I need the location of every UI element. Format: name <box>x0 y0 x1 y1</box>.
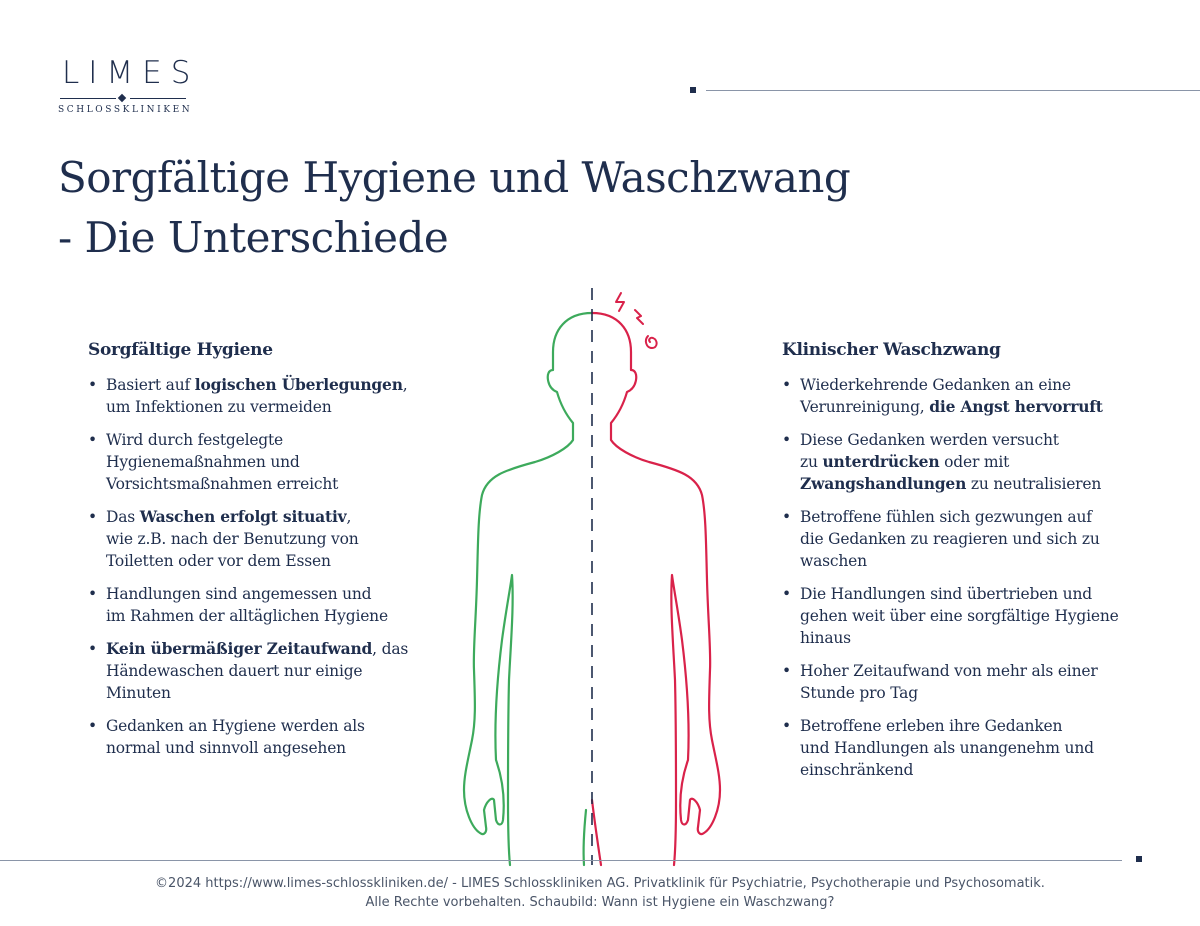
compulsion-column <box>782 340 1152 792</box>
bullet-text: Vorsichtsmaßnahmen erreicht <box>106 475 339 493</box>
footer-line-2: Alle Rechte vorbehalten. Schaubild: Wann ist Hygiene ein Waschzwang? <box>365 895 835 910</box>
bullet-text: , <box>346 508 352 526</box>
bullet-emphasis: Waschen erfolgt situativ <box>139 507 347 526</box>
footer-copyright <box>0 874 1200 912</box>
bullet-item <box>88 638 428 704</box>
bullet-text: , das <box>372 640 409 658</box>
bullet-text: einschränkend <box>800 761 914 779</box>
bullet-text: normal und sinnvoll angesehen <box>106 739 346 757</box>
bullet-text: Stunde pro Tag <box>800 684 918 702</box>
footer-line-1: ©2024 https://www.limes-schlosskliniken.de/ - LIMES Schlosskliniken AG. Privatklinik für Psychiatrie, Psychotherapie und Psychosomatik. <box>155 876 1045 891</box>
bullet-text: Toiletten oder vor dem Essen <box>106 552 331 570</box>
compulsion-inner-leg <box>592 800 601 865</box>
bullet-text: und Handlungen als unangenehm und <box>800 739 1094 757</box>
logo-wordmark: LIMES <box>62 55 200 91</box>
bullet-text: wie z.B. nach der Benutzung von <box>106 530 359 548</box>
bullet-item <box>782 429 1152 495</box>
bullet-text: Wiederkehrende Gedanken an eine <box>800 376 1071 394</box>
page-title <box>58 148 850 268</box>
bullet-text: Basiert auf <box>106 376 195 394</box>
bullet-text: oder mit <box>939 453 1010 471</box>
bullet-emphasis: Kein übermäßiger Zeitaufwand <box>106 639 373 658</box>
top-accent-square <box>690 87 696 93</box>
bullet-text: waschen <box>800 552 867 570</box>
bullet-text: Wird durch festgelegte <box>106 431 284 449</box>
bullet-item <box>88 506 428 572</box>
bullet-item <box>88 583 428 627</box>
spiral-mark <box>646 336 657 348</box>
logo-divider <box>58 93 188 103</box>
bullet-item <box>88 374 428 418</box>
healthy-inner-leg <box>584 810 586 865</box>
bottom-divider-line <box>0 860 1122 861</box>
bullet-item <box>88 715 428 759</box>
lightning-icon <box>616 293 624 311</box>
bullet-emphasis: Zwangshandlungen <box>800 474 967 493</box>
bullet-emphasis: logischen Überlegungen <box>194 375 403 394</box>
bullet-item <box>782 374 1152 418</box>
bullet-text: Handlungen sind angemessen und <box>106 585 372 603</box>
bullet-emphasis: unterdrücken <box>822 452 940 471</box>
bullet-text: Minuten <box>106 684 171 702</box>
bullet-emphasis: die Angst hervorruft <box>929 397 1103 416</box>
bullet-text: Verunreinigung, <box>800 398 930 416</box>
bullet-item <box>782 506 1152 572</box>
top-divider-line <box>706 90 1200 91</box>
bullet-item <box>782 715 1152 781</box>
bullet-text: , <box>402 376 408 394</box>
bullet-text: die Gedanken zu reagieren und sich zu <box>800 530 1100 548</box>
bullet-text: Betroffene erleben ihre Gedanken <box>800 717 1063 735</box>
bullet-text: im Rahmen der alltäglichen Hygiene <box>106 607 388 625</box>
bullet-text: Das <box>106 508 140 526</box>
bullet-text: Diese Gedanken werden versucht <box>800 431 1059 449</box>
zigzag-mark <box>635 310 643 324</box>
bullet-text: zu neutralisieren <box>966 475 1102 493</box>
compulsion-list <box>782 374 1152 781</box>
bottom-accent-square <box>1136 856 1142 862</box>
hygiene-heading: Sorgfältige Hygiene <box>88 340 273 360</box>
brand-logo <box>58 55 200 115</box>
bullet-text: Betroffene fühlen sich gezwungen auf <box>800 508 1092 526</box>
bullet-text: Gedanken an Hygiene werden als <box>106 717 365 735</box>
title-line-2: - Die Unterschiede <box>58 213 449 262</box>
hygiene-column <box>88 340 428 770</box>
bullet-text: um Infektionen zu vermeiden <box>106 398 332 416</box>
bullet-text: Hoher Zeitaufwand von mehr als einer <box>800 662 1098 680</box>
healthy-body-outline <box>464 313 592 865</box>
logo-subtitle: SCHLOSSKLINIKEN <box>58 105 193 115</box>
body-outline-figure <box>420 280 780 870</box>
compulsion-heading: Klinischer Waschzwang <box>782 340 1001 360</box>
bullet-text: hinaus <box>800 629 851 647</box>
bullet-item <box>88 429 428 495</box>
bullet-text: Die Handlungen sind übertrieben und <box>800 585 1092 603</box>
bullet-text: gehen weit über eine sorgfältige Hygiene <box>800 607 1119 625</box>
bullet-text: Hygienemaßnahmen und <box>106 453 300 471</box>
bullet-item <box>782 583 1152 649</box>
stress-marks <box>616 293 657 348</box>
compulsion-body-outline <box>592 313 720 865</box>
title-line-1: Sorgfältige Hygiene und Waschzwang <box>58 153 851 202</box>
hygiene-list <box>88 374 428 759</box>
bullet-item <box>782 660 1152 704</box>
bullet-text: Händewaschen dauert nur einige <box>106 662 363 680</box>
bullet-text: zu <box>800 453 823 471</box>
